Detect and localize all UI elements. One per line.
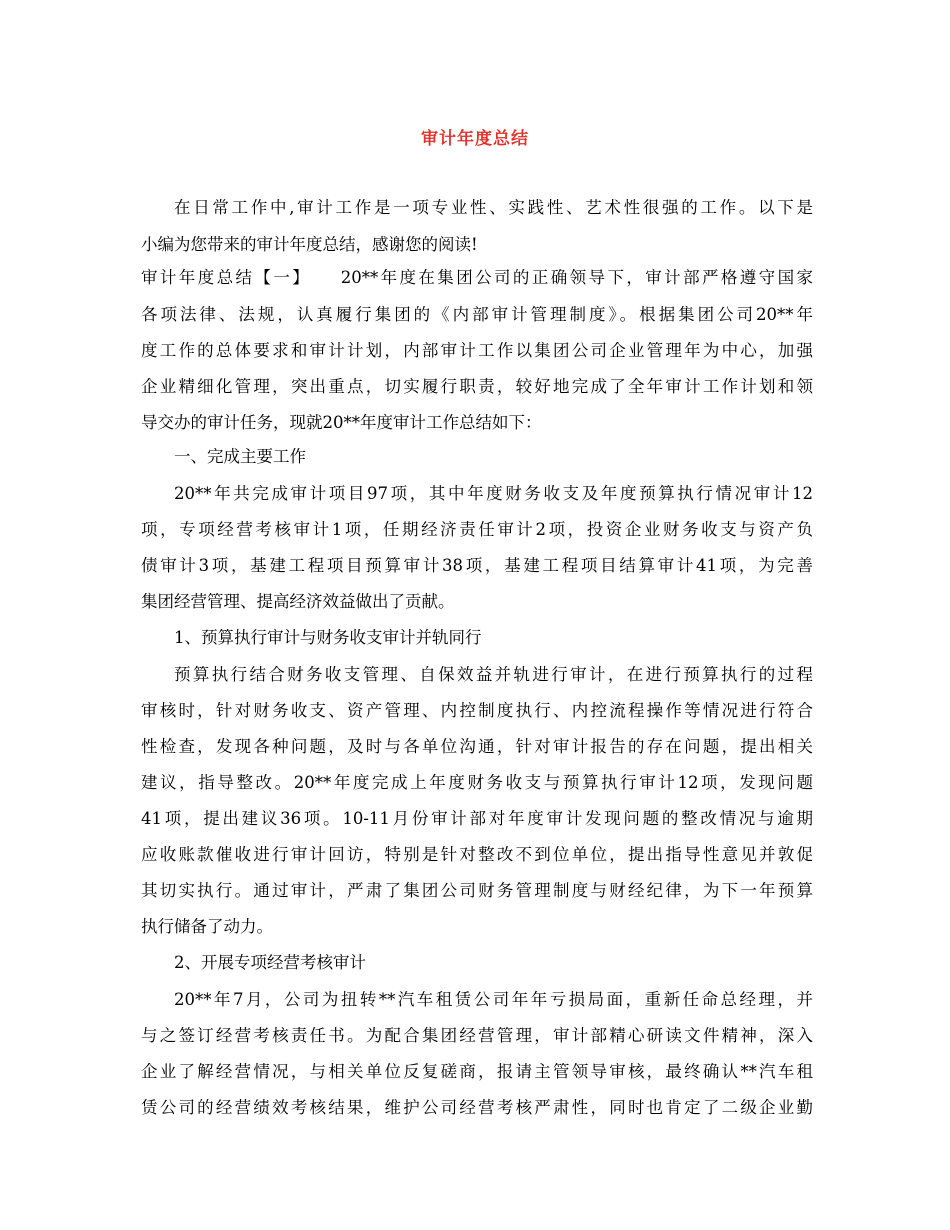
paragraph-line: 审计年度总结【一】 20**年度在集团公司的正确领导下，审计部严格遵守国家 [141, 268, 813, 287]
paragraph-line: 与之签订经营考核责任书。为配合集团经营管理，审计部精心研读文件精神，深入 [141, 1026, 813, 1045]
paragraph-line: 执行储备了动力。 [141, 917, 273, 936]
paragraph-line: 度工作的总体要求和审计计划，内部审计工作以集团公司企业管理年为中心，加强 [141, 341, 813, 360]
paragraph-line: 在日常工作中,审计工作是一项专业性、实践性、艺术性很强的工作。以下是 [174, 198, 813, 217]
subsection-heading: 2、开展专项经营考核审计 [174, 953, 366, 972]
paragraph-line: 建议，指导整改。20**年度完成上年度财务收支与预算执行审计12项，发现问题 [141, 773, 813, 792]
paragraph-line: 20**年7月，公司为扭转**汽车租赁公司年年亏损局面，重新任命总经理，并 [174, 990, 813, 1009]
paragraph-line: 审核时，针对财务收支、资产管理、内控制度执行、内控流程操作等情况进行符合 [141, 701, 813, 720]
paragraph-line: 集团经营管理、提高经济效益做出了贡献。 [141, 592, 455, 611]
paragraph-line: 项，专项经营考核审计1项，任期经济责任审计2项，投资企业财务收支与资产负 [141, 520, 813, 539]
paragraph-line: 其切实执行。通过审计，严肃了集团公司财务管理制度与财经纪律，为下一年预算 [141, 881, 813, 900]
paragraph-line: 应收账款催收进行审计回访，特别是针对整改不到位单位，提出指导性意见并敦促 [141, 845, 813, 864]
paragraph-line: 20**年共完成审计项目97项，其中年度财务收支及年度预算执行情况审计12 [174, 484, 813, 503]
paragraph-line: 债审计3项，基建工程项目预算审计38项，基建工程项目结算审计41项，为完善 [141, 556, 813, 575]
document-title: 审计年度总结 [421, 129, 529, 149]
paragraph-line: 赁公司的经营绩效考核结果，维护公司经营考核严肃性，同时也肯定了二级企业勤 [141, 1098, 813, 1117]
paragraph-line: 企业精细化管理，突出重点，切实履行职责，较好地完成了全年审计工作计划和领 [141, 377, 813, 396]
subsection-heading: 1、预算执行审计与财务收支审计并轨同行 [174, 628, 482, 647]
paragraph-line: 导交办的审计任务，现就20**年度审计工作总结如下： [141, 413, 542, 432]
section-heading: 一、完成主要工作 [174, 447, 306, 466]
paragraph-line: 小编为您带来的审计年度总结，感谢您的阅读! [141, 235, 478, 254]
paragraph-line: 41项，提出建议36项。10-11月份审计部对年度审计发现问题的整改情况与逾期 [141, 809, 813, 828]
paragraph-line: 企业了解经营情况，与相关单位反复磋商，报请主管领导审核，最终确认**汽车租 [141, 1062, 813, 1081]
paragraph-line: 各项法律、法规，认真履行集团的《内部审计管理制度》。根据集团公司20**年 [141, 305, 813, 324]
paragraph-line: 性检查，发现各种问题，及时与各单位沟通，针对审计报告的存在问题，提出相关 [141, 737, 813, 756]
paragraph-line: 预算执行结合财务收支管理、自保效益并轨进行审计，在进行预算执行的过程 [174, 665, 813, 684]
